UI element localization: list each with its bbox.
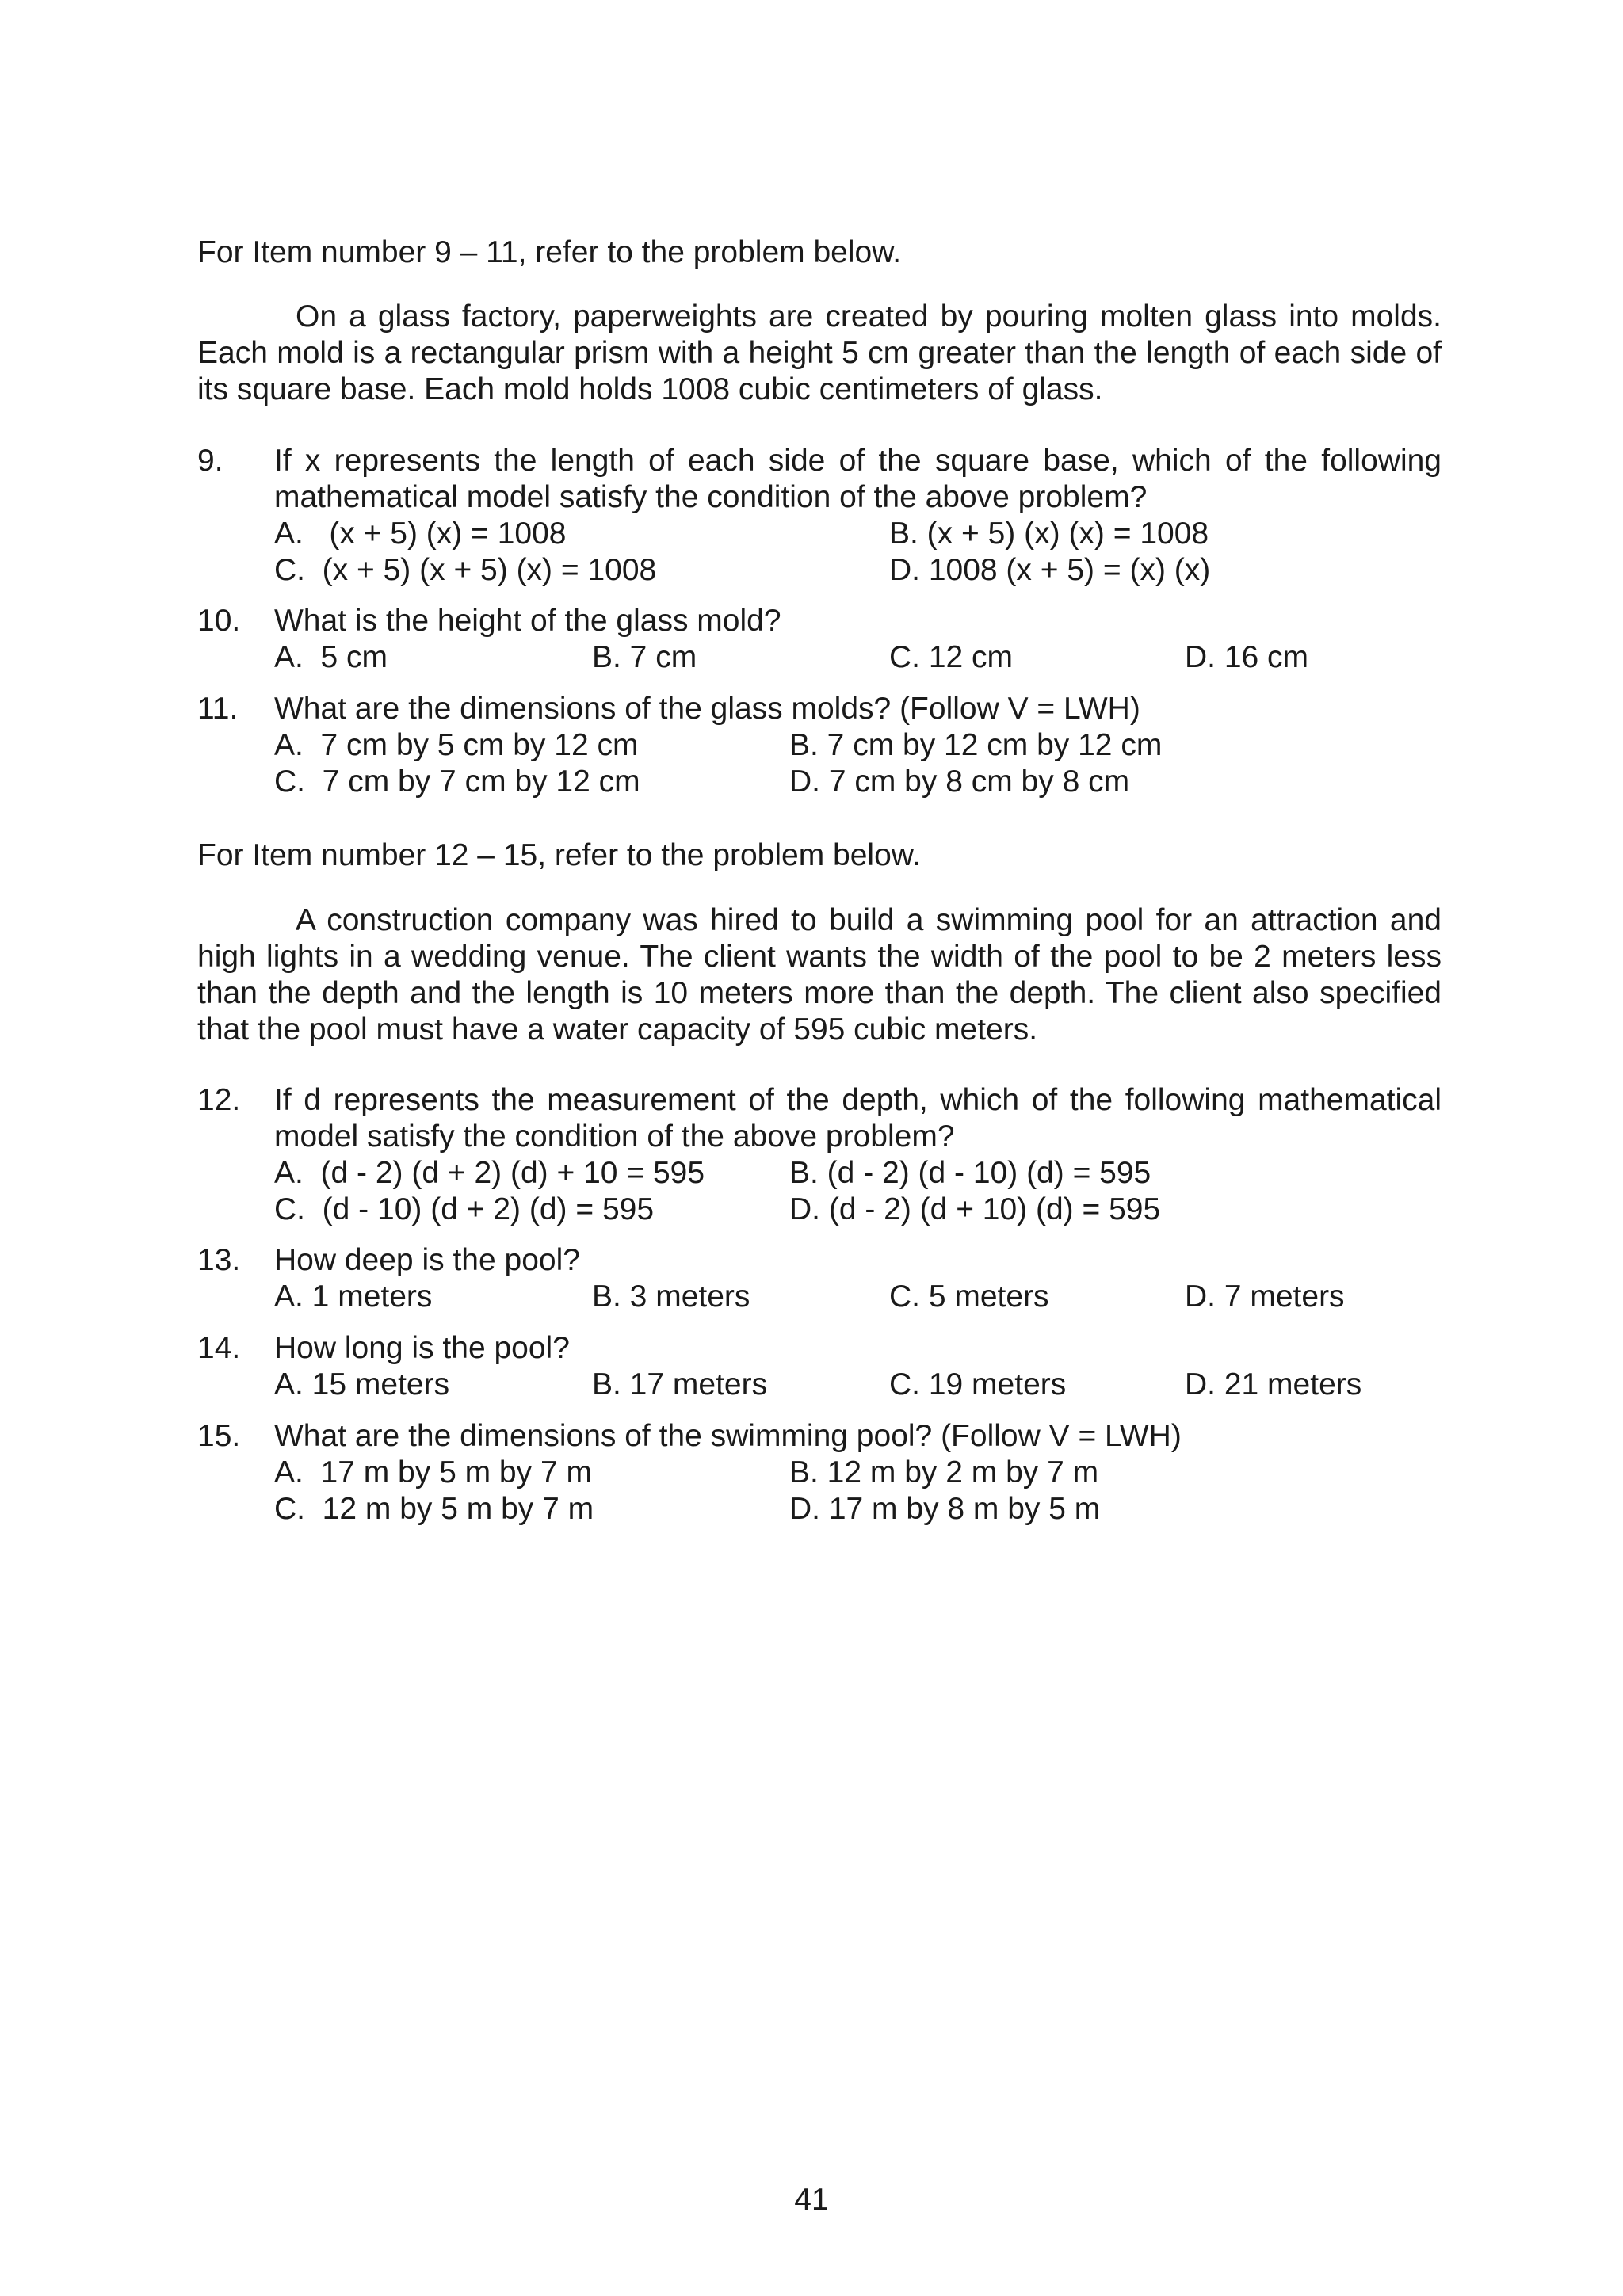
- options-row: [274, 1155, 1442, 1192]
- question-item: [197, 1242, 1442, 1315]
- question-number: 12.: [197, 1083, 241, 1117]
- options-row: [274, 1192, 1442, 1228]
- question-number: 14.: [197, 1331, 241, 1365]
- question-number: 11.: [197, 692, 239, 726]
- option-c: C. (d - 10) (d + 2) (d) = 595: [274, 1192, 655, 1226]
- question-number: 10.: [197, 604, 241, 638]
- option-b: B. 17 meters: [592, 1367, 768, 1402]
- question-item: [197, 691, 1442, 800]
- question-text: If x represents the length of each side of the square base, which of the following mathematical model satisfy the condition of the above problem?: [274, 444, 1442, 514]
- option-b: B. (d - 2) (d - 10) (d) = 595: [789, 1156, 1151, 1190]
- option-c: C. (x + 5) (x + 5) (x) = 1008: [274, 553, 657, 587]
- options-row: [274, 764, 1442, 800]
- option-b: B. (x + 5) (x) (x) = 1008: [889, 517, 1209, 551]
- option-d: D. 7 meters: [1185, 1280, 1345, 1314]
- option-a: A. 1 meters: [274, 1280, 433, 1314]
- page-number: 41: [794, 2183, 829, 2217]
- option-d: D. 16 cm: [1185, 640, 1309, 674]
- question-number: 9.: [197, 444, 223, 478]
- option-a: A. 7 cm by 5 cm by 12 cm: [274, 728, 639, 762]
- option-b: B. 3 meters: [592, 1280, 750, 1314]
- section-intro: For Item number 9 – 11, refer to the problem below.: [197, 235, 902, 269]
- question-number: 15.: [197, 1419, 241, 1453]
- options-row: [274, 1491, 1442, 1527]
- question-text: What is the height of the glass mold?: [274, 604, 781, 638]
- option-c: C. 5 meters: [889, 1280, 1049, 1314]
- options-row: [274, 552, 1442, 589]
- option-d: D. 21 meters: [1185, 1367, 1362, 1402]
- option-a: A. 5 cm: [274, 640, 388, 674]
- option-d: D. 1008 (x + 5) = (x) (x): [889, 553, 1211, 587]
- options-row: [274, 727, 1442, 764]
- question-number: 13.: [197, 1243, 241, 1277]
- problem-paragraph: On a glass factory, paperweights are created by pouring molten glass into molds. Each mold is a rectangular prism with a height 5 cm greater than the length of each side of its square base. Each mold holds 1008 cubic centimeters of glass.: [197, 299, 1442, 406]
- question-item: [197, 1082, 1442, 1228]
- question-text: How deep is the pool?: [274, 1243, 580, 1277]
- options-row: [274, 516, 1442, 552]
- section-intro: For Item number 12 – 15, refer to the problem below.: [197, 838, 921, 872]
- options-row: [274, 1279, 1442, 1315]
- option-d: D. 17 m by 8 m by 5 m: [789, 1492, 1101, 1526]
- option-b: B. 12 m by 2 m by 7 m: [789, 1455, 1099, 1489]
- option-d: D. (d - 2) (d + 10) (d) = 595: [789, 1192, 1161, 1226]
- question-item: [197, 443, 1442, 589]
- option-a: A. 17 m by 5 m by 7 m: [274, 1455, 592, 1489]
- option-b: B. 7 cm: [592, 640, 697, 674]
- question-text: What are the dimensions of the glass molds? (Follow V = LWH): [274, 692, 1140, 726]
- question-item: [197, 1418, 1442, 1527]
- question-item: [197, 603, 1442, 676]
- question-text: How long is the pool?: [274, 1331, 570, 1365]
- options-row: [274, 1455, 1442, 1491]
- option-b: B. 7 cm by 12 cm by 12 cm: [789, 728, 1163, 762]
- options-row: [274, 1367, 1442, 1403]
- option-a: A. 15 meters: [274, 1367, 450, 1402]
- option-c: C. 12 m by 5 m by 7 m: [274, 1492, 594, 1526]
- question-item: [197, 1330, 1442, 1403]
- option-a: A. (x + 5) (x) = 1008: [274, 517, 567, 551]
- option-c: C. 7 cm by 7 cm by 12 cm: [274, 765, 640, 799]
- problem-paragraph: A construction company was hired to build a swimming pool for an attraction and high lights in a wedding venue. The client wants the width of the pool to be 2 meters less than the depth and the length is 10 meters more than the depth. The client also specified that the pool must have a water capacity of 595 cubic meters.: [197, 903, 1442, 1047]
- option-c: C. 12 cm: [889, 640, 1014, 674]
- option-d: D. 7 cm by 8 cm by 8 cm: [789, 765, 1130, 799]
- option-c: C. 19 meters: [889, 1367, 1067, 1402]
- question-text: What are the dimensions of the swimming pool? (Follow V = LWH): [274, 1419, 1182, 1453]
- option-a: A. (d - 2) (d + 2) (d) + 10 = 595: [274, 1156, 705, 1190]
- options-row: [274, 639, 1442, 676]
- question-text: If d represents the measurement of the depth, which of the following mathematical model satisfy the condition of the above problem?: [274, 1083, 1442, 1154]
